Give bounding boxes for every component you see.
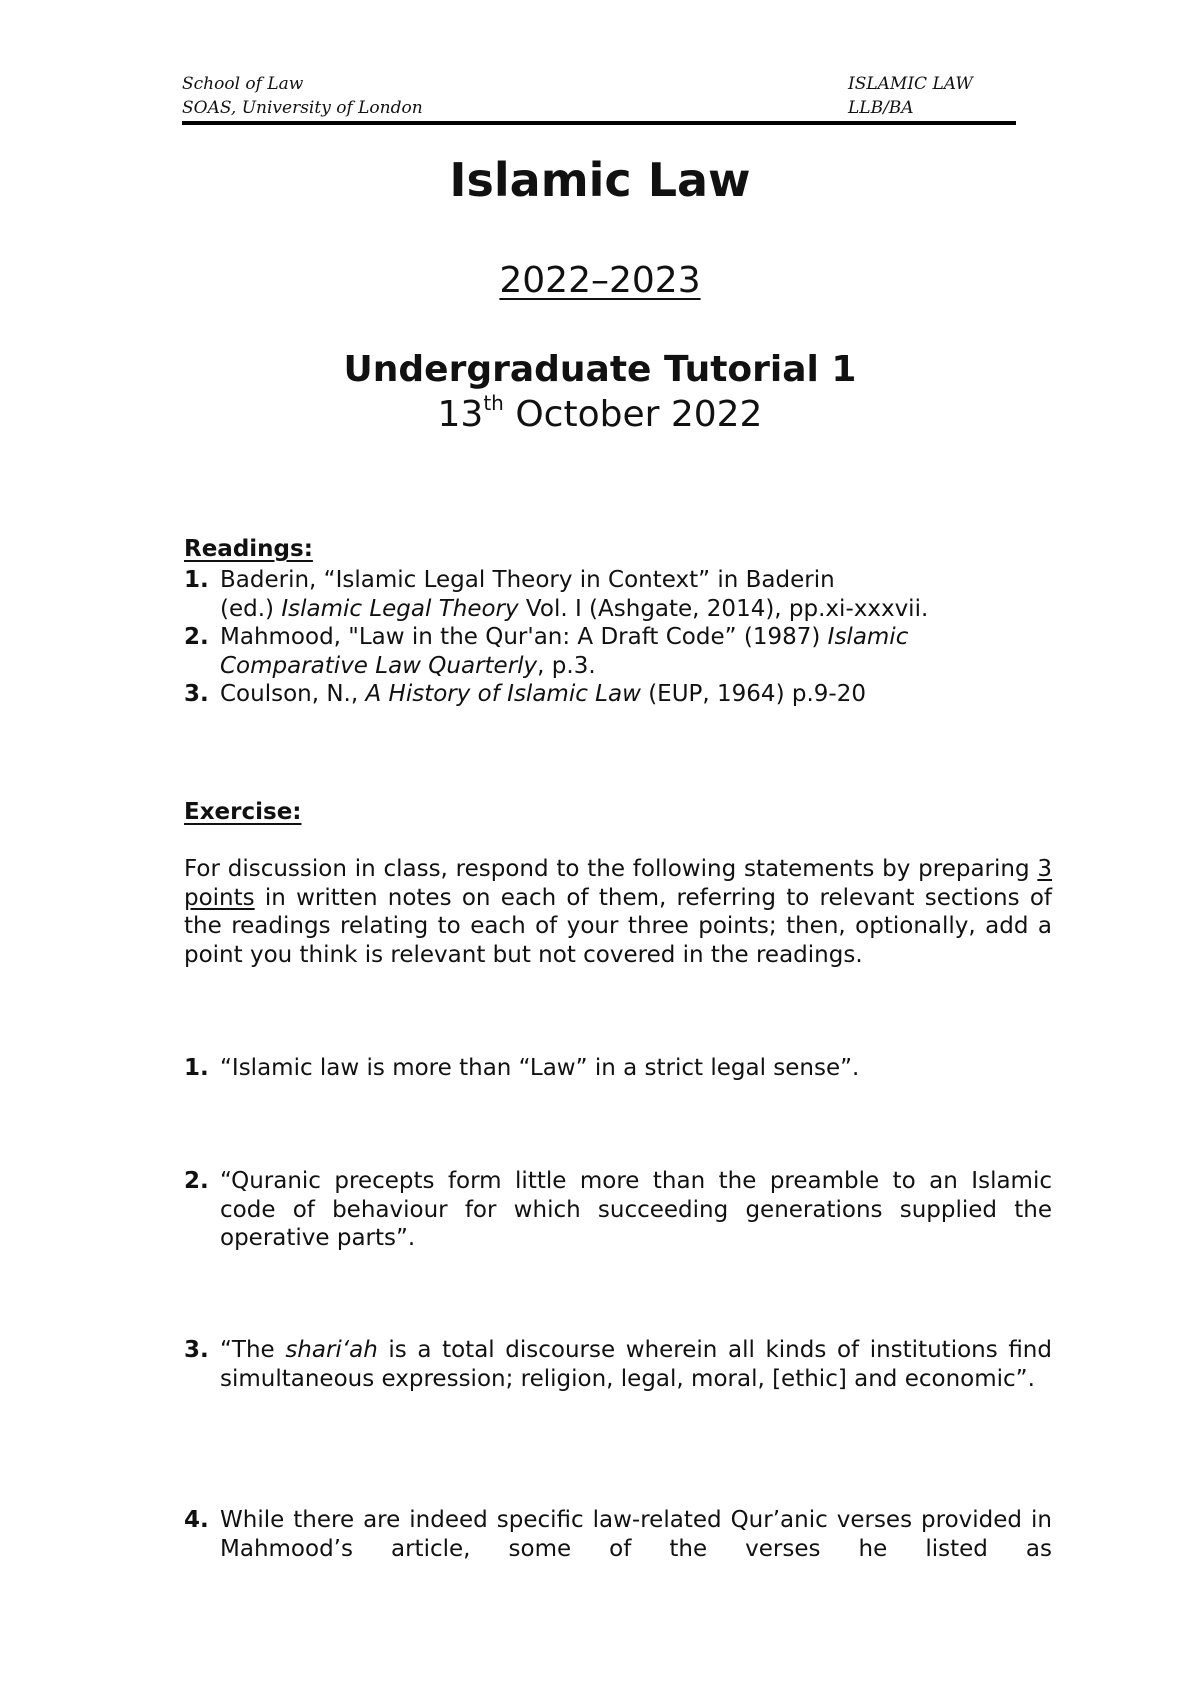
reading-item	[184, 680, 1052, 709]
statement-item	[184, 1336, 1052, 1393]
reading-item	[184, 623, 1052, 680]
readings-heading: Readings:	[184, 536, 313, 562]
instructions-text: in written notes on each of them, referring to relevant sections of the readings relating to each of your three points; then, optionally, add a point you think is relevant but not covered in the readings.	[184, 884, 1052, 968]
reading-citation: Coulson, N.,	[220, 681, 366, 707]
header-right	[848, 72, 973, 120]
statement-term: shari‘ah	[285, 1337, 378, 1363]
reading-book-title: Islamic Legal Theory	[281, 595, 519, 622]
reading-item	[184, 566, 1052, 623]
reading-citation: Vol. I (Ashgate, 2014), pp.xi-xxxvii.	[518, 595, 929, 622]
reading-number: 2.	[184, 624, 209, 650]
header-programme: LLB/BA	[848, 98, 914, 118]
header-school: School of Law	[182, 74, 304, 94]
academic-year	[0, 258, 1200, 304]
statement-number: 3.	[184, 1337, 209, 1363]
header-left	[182, 72, 423, 120]
statement-number: 4.	[184, 1507, 209, 1533]
reading-number: 1.	[184, 567, 209, 593]
statement-item	[184, 1054, 1052, 1083]
header-course: ISLAMIC LAW	[848, 74, 973, 94]
reading-number: 3.	[184, 681, 209, 707]
statement-text: While there are indeed specific law-related Qur’anic verses provided in Mahmood’s article, some of the verses he listed as	[220, 1507, 1052, 1562]
reading-text	[220, 566, 1052, 623]
reading-journal-title: Islamic	[827, 624, 909, 650]
instructions-emphasis: 3 points	[184, 856, 1052, 911]
exercise-heading: Exercise:	[184, 799, 302, 825]
statement-fragment: “The	[220, 1337, 286, 1363]
statement-text	[220, 1336, 1052, 1393]
reading-citation: (EUP, 1964) p.9-20	[640, 681, 866, 707]
statement-number: 2.	[184, 1168, 209, 1194]
tutorial-date	[0, 392, 1200, 438]
reading-text	[220, 623, 1052, 680]
tutorial-title: Undergraduate Tutorial 1	[343, 349, 857, 390]
statement-number: 1.	[184, 1055, 209, 1081]
academic-year-text: 2022–2023	[499, 260, 701, 301]
reading-text	[220, 680, 1052, 709]
document-title: Islamic Law	[449, 153, 751, 207]
header-university: SOAS, University of London	[182, 98, 423, 118]
reading-citation: , p.3.	[537, 652, 596, 679]
reading-citation: (ed.)	[220, 595, 282, 622]
instructions-text: For discussion in class, respond to the following statements by preparing	[184, 856, 1038, 882]
exercise-instructions	[184, 855, 1052, 969]
date-day: 13	[437, 394, 484, 435]
statement-item	[184, 1167, 1052, 1253]
date-rest: October 2022	[503, 394, 763, 435]
header-rule	[182, 121, 1016, 125]
reading-citation: Baderin, “Islamic Legal Theory in Context” in Baderin	[220, 567, 835, 593]
reading-citation: Mahmood, "Law in the Qur'an: A Draft Code” (1987)	[220, 624, 828, 650]
reading-book-title: A History of Islamic Law	[365, 681, 641, 707]
reading-journal-title: Comparative Law Quarterly	[220, 652, 538, 679]
date-suffix: th	[483, 391, 504, 415]
statement-fragment: is a total discourse wherein all kinds of institutions find simultaneous expression; religion, legal, moral, [ethic] and economic”.	[220, 1337, 1052, 1392]
statement-item	[184, 1506, 1052, 1563]
statement-text: “Islamic law is more than “Law” in a strict legal sense”.	[220, 1055, 860, 1081]
statement-text: “Quranic precepts form little more than the preamble to an Islamic code of behaviour for which succeeding generations supplied the operative parts”.	[220, 1168, 1052, 1251]
